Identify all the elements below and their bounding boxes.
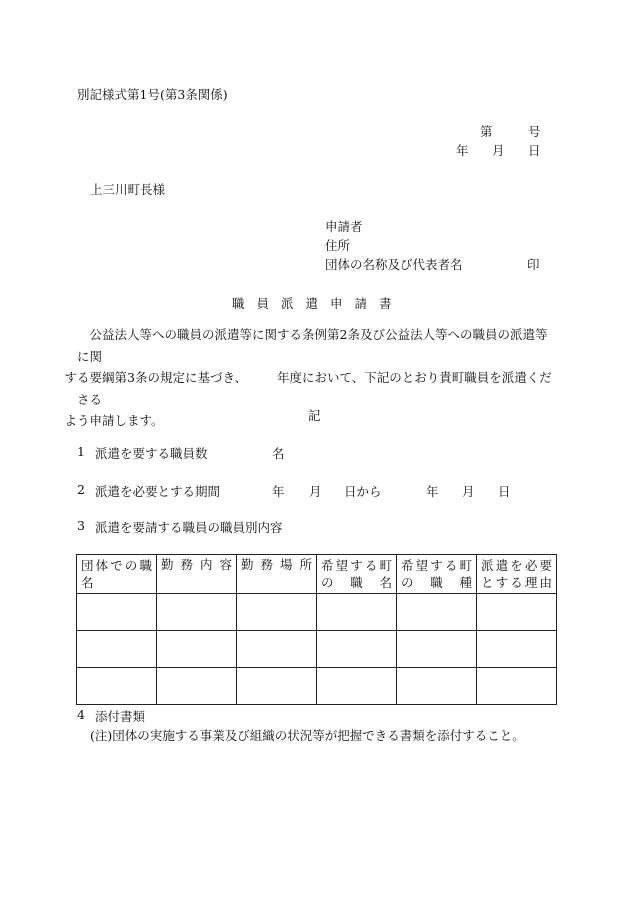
- addressee: 上三川町長様: [90, 182, 166, 197]
- item1-unit: 名: [272, 446, 285, 461]
- table-cell[interactable]: [157, 631, 237, 668]
- item1-number: 1: [77, 444, 85, 459]
- item2-number: 2: [77, 482, 85, 497]
- applicant-address-label: 住所: [325, 238, 351, 253]
- header-desired-title: 希望する町 の 職 名: [317, 555, 397, 594]
- item2-start-day: 日から: [344, 484, 382, 499]
- table-cell[interactable]: [397, 594, 477, 631]
- item4-label: 添付書類: [95, 709, 146, 724]
- document-title: 職員派遣申請書: [232, 296, 404, 311]
- table-row: [77, 631, 557, 668]
- table-cell[interactable]: [477, 594, 557, 631]
- body-line-1: 公益法人等への職員の派遣等に関する条例第2条及び公益法人等への職員の派遣等に関: [77, 327, 548, 364]
- body-line-3: よう申請します。: [64, 413, 164, 428]
- item2-end-month: 月: [462, 484, 475, 499]
- table-header-row: [77, 555, 557, 594]
- staff-details-table: [76, 554, 557, 705]
- applicant-label: 申請者: [325, 219, 363, 234]
- header-desired-job-type: 希望する町 の 職 種: [397, 555, 477, 594]
- table-cell[interactable]: [397, 631, 477, 668]
- item2-label: 派遣を必要とする期間: [95, 484, 221, 499]
- document-number-dai: 第: [480, 124, 493, 139]
- document-number-go: 号: [528, 124, 541, 139]
- header-work-content: 勤務内容: [157, 555, 237, 594]
- item2-end-day: 日: [498, 484, 511, 499]
- table-cell[interactable]: [397, 668, 477, 705]
- body-line-2b: 年度において、下記のとおり貴町職員を派遣くださる: [77, 370, 552, 407]
- item2-start-year: 年: [272, 484, 285, 499]
- table-cell[interactable]: [77, 668, 157, 705]
- table-cell[interactable]: [157, 594, 237, 631]
- table-row: [77, 668, 557, 705]
- item4-number: 4: [77, 707, 85, 722]
- ki-heading: 記: [308, 408, 321, 423]
- item1-label: 派遣を要する職員数: [95, 446, 208, 461]
- table-cell[interactable]: [477, 668, 557, 705]
- table-cell[interactable]: [157, 668, 237, 705]
- item3-number: 3: [77, 518, 85, 533]
- item2-end-year: 年: [426, 484, 439, 499]
- header-org-position: 団体での職 名: [77, 555, 157, 594]
- header-work-place: 勤務場所: [237, 555, 317, 594]
- attachment-note: (注)団体の実施する事業及び組織の状況等が把握できる書類を添付すること。: [90, 728, 525, 743]
- header-reason: 派遣を必要 とする理由: [477, 555, 557, 594]
- item2-start-month: 月: [309, 484, 322, 499]
- table-cell[interactable]: [237, 631, 317, 668]
- table-cell[interactable]: [77, 631, 157, 668]
- table-cell[interactable]: [77, 594, 157, 631]
- table-cell[interactable]: [317, 631, 397, 668]
- date-day: 日: [528, 143, 541, 158]
- table-cell[interactable]: [317, 594, 397, 631]
- form-identifier: 別記様式第1号(第3条関係): [77, 87, 228, 102]
- table-cell[interactable]: [477, 631, 557, 668]
- date-year: 年: [456, 143, 469, 158]
- table-cell[interactable]: [317, 668, 397, 705]
- date-month: 月: [492, 143, 505, 158]
- table-cell[interactable]: [237, 594, 317, 631]
- item3-label: 派遣を要請する職員の職員別内容: [95, 520, 283, 535]
- seal-mark: 印: [527, 257, 540, 272]
- applicant-name-label: 団体の名称及び代表者名: [325, 257, 463, 272]
- table-cell[interactable]: [237, 668, 317, 705]
- table-row: [77, 594, 557, 631]
- body-line-2a: する要綱第3条の規定に基づき、: [64, 370, 247, 385]
